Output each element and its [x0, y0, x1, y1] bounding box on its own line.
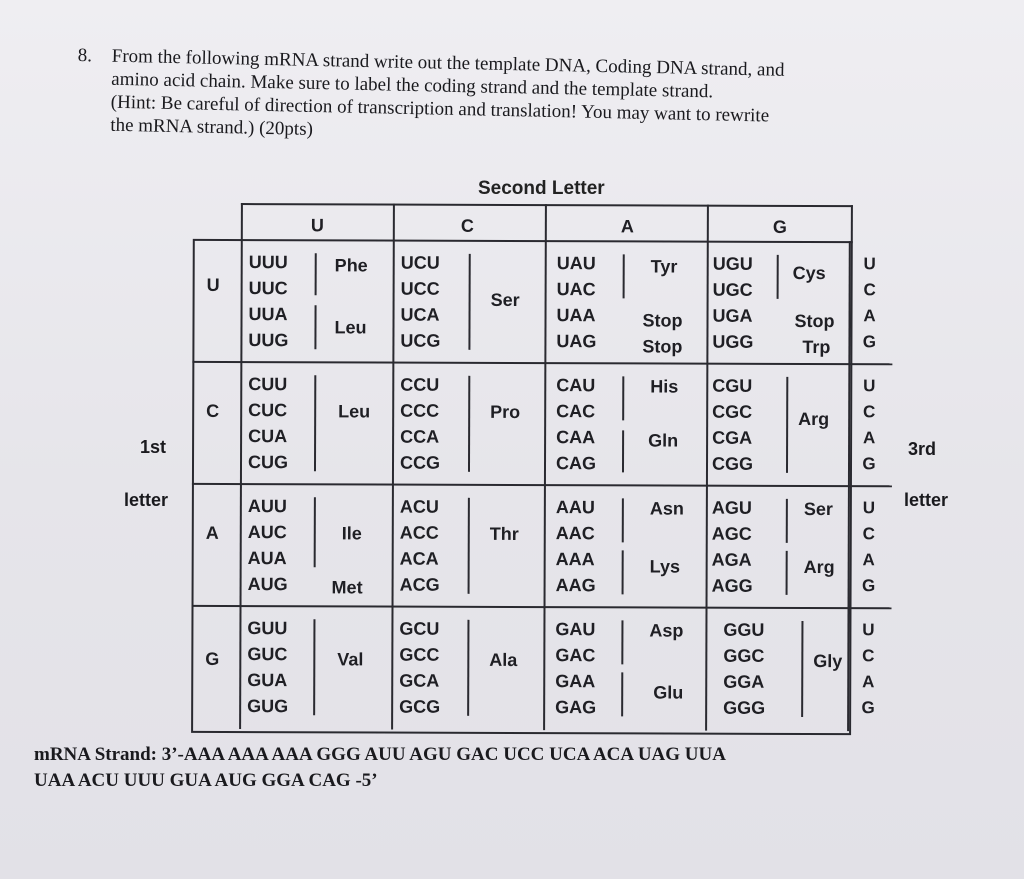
codon-block-UU: UUU UUC UUA UUG — [248, 252, 289, 351]
amino-ala: Ala — [489, 649, 518, 670]
codon-block-GA: GAU GAC GAA GAG — [555, 619, 597, 718]
codon-block-UC: UCU UCC UCA UCG — [400, 252, 441, 351]
amino-gln: Gln — [648, 430, 679, 451]
amino-lys: Lys — [649, 556, 681, 577]
bracket-line — [777, 255, 779, 299]
amino-stop: Stop — [642, 310, 683, 331]
mrna-strand — [34, 742, 934, 794]
bracket-line — [621, 672, 623, 716]
amino-asp: Asp — [649, 620, 684, 641]
amino-ser: Ser — [803, 498, 833, 520]
codon-block-UA: UAU UAC UAA UAG — [556, 253, 597, 352]
bracket-line — [467, 620, 469, 716]
amino-glu: Glu — [653, 682, 684, 703]
codon-block-CG: CGU CGC CGA CGG — [711, 375, 754, 474]
question-8 — [76, 44, 898, 153]
mrna-line-1: mRNA Strand: 3’-AAA AAA AAA GGG AUU AGU GAC UCC UCA ACA UAG UUA — [34, 744, 726, 765]
header-divider — [545, 204, 547, 240]
amino-arg: Arg — [803, 556, 835, 578]
bracket-line — [468, 376, 470, 472]
third-letters-row-U: U C A G — [862, 254, 877, 352]
third-letters-row-C: U C A G — [862, 376, 876, 474]
codon-table — [191, 203, 877, 733]
second-letter-G: G — [772, 216, 787, 237]
codon-block-GC: GCU GCC GCA GCG — [399, 618, 441, 717]
first-letter-G: G — [205, 648, 220, 669]
bracket-line — [313, 619, 315, 715]
first-letter-label-2: letter — [124, 490, 169, 510]
amino-leu: Leu — [334, 317, 367, 338]
bracket-line — [315, 253, 317, 295]
codon-block-CU: CUU CUC CUA CUG — [247, 374, 289, 473]
third-letter-label-2: letter — [904, 490, 949, 510]
amino-tyr: Tyr — [650, 256, 678, 277]
first-letter-A: A — [205, 522, 219, 543]
bracket-line — [801, 621, 803, 717]
amino-cys: Cys — [792, 262, 826, 284]
amino-stop: Stop — [794, 310, 835, 332]
header-divider — [393, 204, 395, 240]
amino-pro: Pro — [490, 401, 521, 422]
codon-block-CA: CAU CAC CAA CAG — [555, 375, 597, 474]
mrna-line-2: UAA ACU UUU GUA AUG GGA CAG -5’ — [34, 770, 378, 791]
bracket-line — [786, 551, 788, 595]
second-letter-C: C — [460, 215, 474, 236]
bracket-line — [314, 497, 316, 567]
codon-block-CC: CCU CCC CCA CCG — [399, 374, 441, 473]
bracket-line — [622, 498, 624, 542]
amino-met: Met — [331, 577, 363, 598]
first-letter-U: U — [206, 274, 220, 295]
amino-arg: Arg — [798, 408, 830, 430]
amino-val: Val — [337, 649, 364, 670]
bracket-line — [622, 550, 624, 594]
codon-block-UG: UGU UGC UGA UGG — [712, 253, 754, 352]
third-letters-row-G: U C A G — [861, 620, 875, 718]
amino-ile: Ile — [341, 523, 362, 544]
third-letters-row-A: U C A G — [861, 498, 876, 596]
amino-leu: Leu — [338, 401, 371, 422]
bracket-line — [786, 377, 788, 473]
bracket-line — [621, 620, 623, 664]
question-number: 8. — [77, 44, 93, 67]
bracket-line — [468, 254, 470, 350]
amino-stop: Stop — [642, 336, 683, 357]
first-letter-label: 1st — [140, 437, 167, 457]
bracket-line — [622, 376, 624, 420]
table-title: Second Letter — [478, 178, 605, 199]
bracket-line — [314, 375, 316, 471]
question-text: From the following mRNA strand write out the template DNA, Coding DNA strand, and amino acid chain. Make sure to label the coding strand and the template strand. (Hint: Be careful of direction of transcription and translation! You may want to rewrite the mRNA strand.) (20pts) — [110, 45, 785, 140]
codon-block-GG: GGU GGC GGA GGG — [723, 619, 766, 718]
codon-block-GU: GUU GUC GUA GUG — [247, 618, 289, 717]
amino-thr: Thr — [489, 523, 519, 544]
third-letter-label: 3rd — [908, 439, 937, 459]
codon-block-AU: AUU AUC AUA AUG — [247, 496, 288, 595]
amino-gly: Gly — [813, 651, 843, 672]
bracket-line — [786, 499, 788, 543]
header-divider — [707, 205, 709, 241]
amino-his: His — [650, 376, 679, 397]
amino-trp: Trp — [802, 336, 831, 358]
second-letter-U: U — [310, 215, 324, 236]
bracket-line — [468, 498, 470, 594]
amino-ser: Ser — [490, 289, 520, 310]
amino-phe: Phe — [334, 255, 368, 276]
amino-asn: Asn — [649, 498, 684, 519]
bracket-line — [314, 305, 316, 349]
codon-block-AC: ACU ACC ACA ACG — [399, 496, 440, 595]
codon-block-AG: AGU AGC AGA AGG — [711, 497, 753, 596]
bracket-line — [622, 430, 624, 472]
bracket-line — [623, 254, 625, 298]
first-letter-C: C — [206, 400, 220, 421]
codon-block-AA: AAU AAC AAA AAG — [555, 497, 596, 596]
second-letter-A: A — [620, 216, 634, 237]
